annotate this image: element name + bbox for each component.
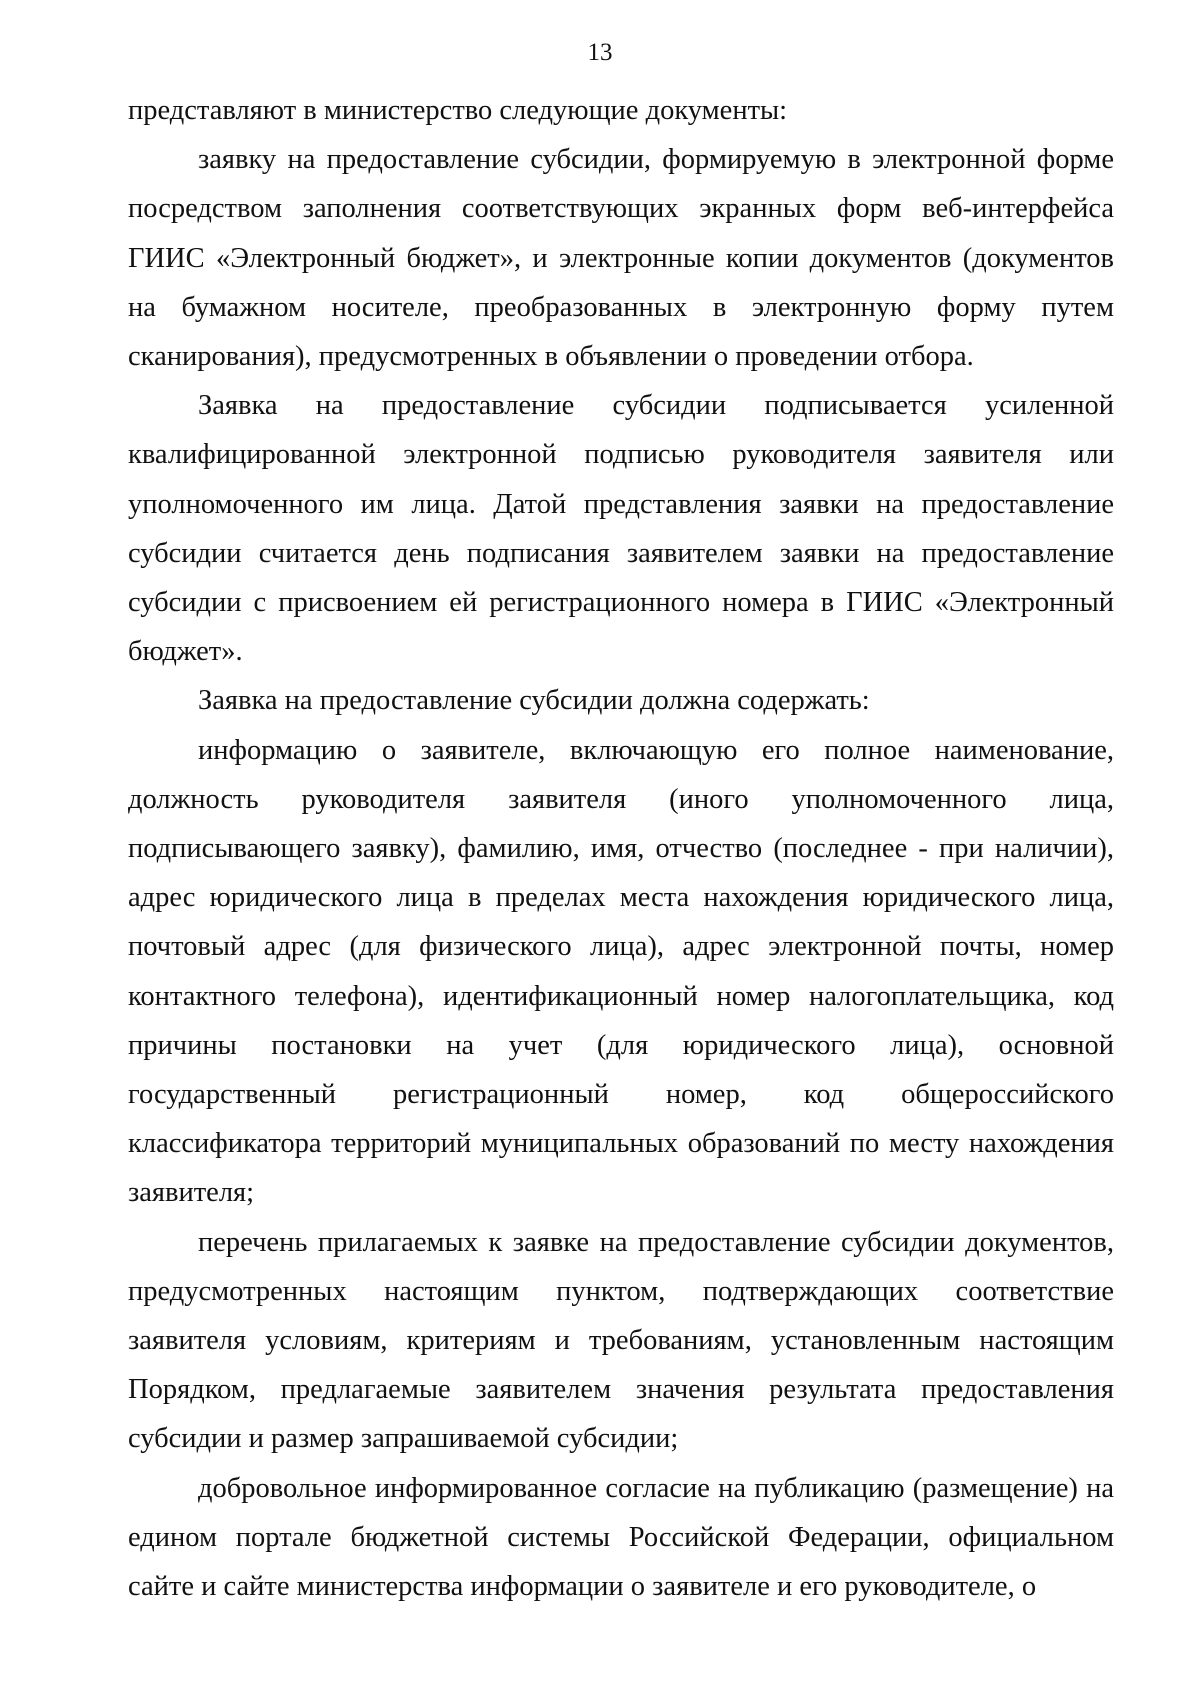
paragraph-6: перечень прилагаемых к заявке на предоставление субсидии документов, предусмотренных настоящим пунктом, подтверждающих соответствие заявителя условиям, критериям и требованиям, установленным настоящим Порядком, предлагаемые заявителем значения результата предоставления субсидии и размер запрашиваемой субсидии; [128, 1226, 1114, 1455]
paragraph-4: Заявка на предоставление субсидии должна содержать: [198, 685, 870, 717]
paragraph-7: добровольное информированное согласие на публикацию (размещение) на едином портале бюджетной системы Российской Федерации, официальном сайте и сайте министерства информации о заявителе и его руководителе, о [128, 1472, 1114, 1603]
document-body [128, 86, 1114, 1611]
paragraph-1: представляют в министерство следующие документы: [128, 95, 788, 126]
paragraph-2: заявку на предоставление субсидии, формируемую в электронной форме посредством заполнения соответствующих экранных форм веб-интерфейса ГИИС «Электронный бюджет», и электронные копии документов (документов на бумажном носителе, преобразованных в электронную форму путем сканирования), предусмотренных в объявлении о проведении отбора. [128, 144, 1114, 373]
paragraph-3: Заявка на предоставление субсидии подписывается усиленной квалифицированной электронной подписью руководителя заявителя или уполномоченного им лица. Датой представления заявки на предоставление субсидии считается день подписания заявителем заявки на предоставление субсидии с присвоением ей регистрационного номера в ГИИС «Электронный бюджет». [128, 390, 1114, 668]
page-number: 13 [587, 39, 613, 66]
paragraph-5: информацию о заявителе, включающую его полное наименование, должность руководителя заявителя (иного уполномоченного лица, подписывающего заявку), фамилию, имя, отчество (последнее - при наличии), адрес юридического лица в пределах места нахождения юридического лица, почтовый адрес (для физического лица), адрес электронной почты, номер контактного телефона), идентификационный номер налогоплательщика, код причины постановки на учет (для юридического лица), основной государственный регистрационный номер, код общероссийского классификатора территорий муниципальных образований по месту нахождения заявителя; [128, 734, 1114, 1209]
